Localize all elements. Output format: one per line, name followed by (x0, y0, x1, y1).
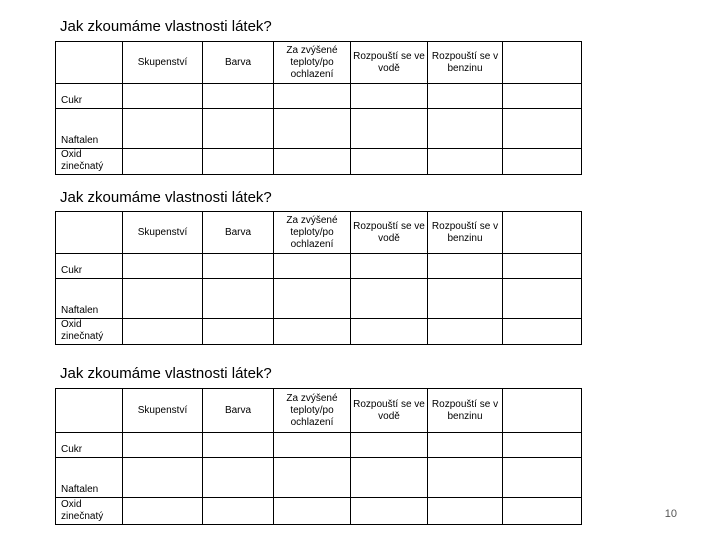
header-water: Rozpouští se ve vodě (351, 42, 428, 84)
row-label-naphthalene: Naftalen (56, 109, 123, 149)
table-cell[interactable] (274, 84, 351, 109)
table-cell[interactable] (351, 84, 428, 109)
header-water: Rozpouští se ve vodě (351, 389, 428, 433)
header-state: Skupenství (123, 212, 203, 254)
table-cell[interactable] (503, 458, 582, 498)
header-color: Barva (203, 42, 274, 84)
table-cell[interactable] (123, 109, 203, 149)
table-cell[interactable] (123, 279, 203, 319)
table-cell[interactable] (123, 84, 203, 109)
row-label-sugar: Cukr (56, 84, 123, 109)
header-row (56, 212, 582, 254)
table-cell[interactable] (203, 319, 274, 345)
row-label-naphthalene: Naftalen (56, 279, 123, 319)
table-cell[interactable] (503, 498, 582, 525)
table-cell[interactable] (203, 149, 274, 175)
table-cell[interactable] (503, 433, 582, 458)
header-cell-empty (56, 212, 123, 254)
section-title: Jak zkoumáme vlastnosti látek? (60, 189, 272, 206)
properties-table (55, 388, 582, 525)
table-cell[interactable] (203, 84, 274, 109)
table-cell[interactable] (203, 279, 274, 319)
table-cell[interactable] (203, 458, 274, 498)
table-cell[interactable] (123, 498, 203, 525)
table-cell[interactable] (428, 109, 503, 149)
table-cell[interactable] (351, 433, 428, 458)
table-cell[interactable] (428, 279, 503, 319)
table-row (56, 84, 582, 109)
table-row (56, 498, 582, 525)
page-number: 10 (664, 508, 677, 520)
header-benzine: Rozpouští se v benzinu (428, 42, 503, 84)
table-cell[interactable] (351, 149, 428, 175)
table-cell[interactable] (351, 458, 428, 498)
table-cell[interactable] (503, 149, 582, 175)
header-water: Rozpouští se ve vodě (351, 212, 428, 254)
row-label-zinc-oxide: Oxid zinečnatý (56, 149, 123, 175)
properties-table (55, 41, 582, 175)
table-cell[interactable] (428, 498, 503, 525)
header-cell-empty (503, 212, 582, 254)
table-row (56, 149, 582, 175)
table-cell[interactable] (428, 254, 503, 279)
table-cell[interactable] (203, 433, 274, 458)
section-title: Jak zkoumáme vlastnosti látek? (60, 365, 272, 382)
table-cell[interactable] (274, 254, 351, 279)
table-row (56, 279, 582, 319)
header-cell-empty (503, 42, 582, 84)
table-cell[interactable] (274, 498, 351, 525)
header-row (56, 389, 582, 433)
header-cell-empty (56, 42, 123, 84)
table-cell[interactable] (503, 109, 582, 149)
section-title: Jak zkoumáme vlastnosti látek? (60, 18, 272, 35)
table-cell[interactable] (203, 254, 274, 279)
table-row (56, 254, 582, 279)
table-cell[interactable] (123, 319, 203, 345)
table-cell[interactable] (274, 433, 351, 458)
header-row (56, 42, 582, 84)
table-cell[interactable] (274, 319, 351, 345)
table-cell[interactable] (428, 149, 503, 175)
table-cell[interactable] (351, 498, 428, 525)
table-cell[interactable] (123, 458, 203, 498)
header-color: Barva (203, 212, 274, 254)
table-cell[interactable] (503, 254, 582, 279)
table-cell[interactable] (274, 109, 351, 149)
table-cell[interactable] (203, 498, 274, 525)
header-heating: Za zvýšené teploty/po ochlazení (274, 42, 351, 84)
properties-table (55, 211, 582, 345)
row-label-sugar: Cukr (56, 433, 123, 458)
table-cell[interactable] (428, 84, 503, 109)
table-row (56, 458, 582, 498)
table-cell[interactable] (428, 319, 503, 345)
table-cell[interactable] (123, 254, 203, 279)
table-cell[interactable] (428, 458, 503, 498)
table-cell[interactable] (503, 84, 582, 109)
header-heating: Za zvýšené teploty/po ochlazení (274, 389, 351, 433)
table-cell[interactable] (351, 254, 428, 279)
header-state: Skupenství (123, 42, 203, 84)
table-cell[interactable] (351, 279, 428, 319)
table-row (56, 433, 582, 458)
table-cell[interactable] (123, 149, 203, 175)
row-label-zinc-oxide: Oxid zinečnatý (56, 498, 123, 525)
header-benzine: Rozpouští se v benzinu (428, 389, 503, 433)
table-cell[interactable] (428, 433, 503, 458)
header-state: Skupenství (123, 389, 203, 433)
table-cell[interactable] (274, 149, 351, 175)
table-cell[interactable] (351, 109, 428, 149)
table-row (56, 319, 582, 345)
header-benzine: Rozpouští se v benzinu (428, 212, 503, 254)
table-row (56, 109, 582, 149)
header-cell-empty (56, 389, 123, 433)
table-cell[interactable] (274, 458, 351, 498)
table-cell[interactable] (203, 109, 274, 149)
row-label-naphthalene: Naftalen (56, 458, 123, 498)
header-cell-empty (503, 389, 582, 433)
table-cell[interactable] (351, 319, 428, 345)
table-cell[interactable] (503, 279, 582, 319)
header-heating: Za zvýšené teploty/po ochlazení (274, 212, 351, 254)
table-cell[interactable] (274, 279, 351, 319)
header-color: Barva (203, 389, 274, 433)
row-label-sugar: Cukr (56, 254, 123, 279)
table-cell[interactable] (123, 433, 203, 458)
table-cell[interactable] (503, 319, 582, 345)
row-label-zinc-oxide: Oxid zinečnatý (56, 319, 123, 345)
